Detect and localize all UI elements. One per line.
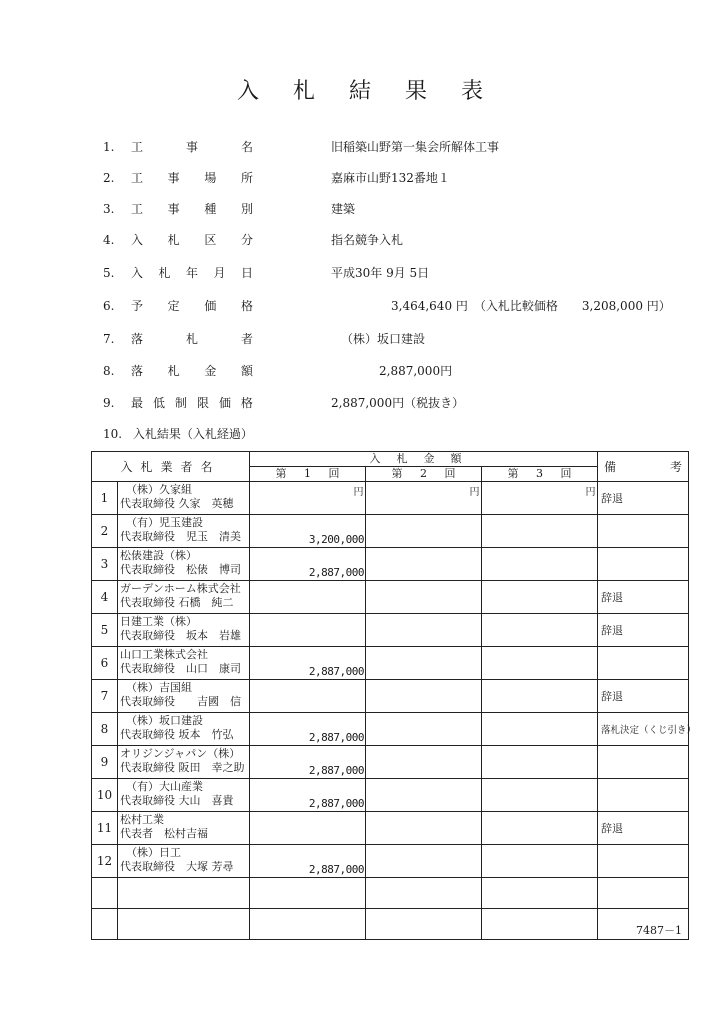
item-value: 旧稲築山野第一集会所解体工事	[331, 140, 500, 154]
representative-name: 代表取締役 吉國 信	[120, 695, 241, 708]
representative-name: 代表取締役 大塚 芳尋	[120, 860, 234, 873]
company-cell	[118, 713, 250, 746]
row-number: 4	[92, 581, 118, 614]
empty-table-row	[92, 909, 689, 940]
round-3-amount	[482, 614, 598, 647]
row-number: 12	[92, 845, 118, 878]
header-round-2: 第 2 回	[366, 467, 482, 482]
round-1-amount: 2,887,000	[250, 548, 366, 581]
representative-name: 代表者 松村吉福	[120, 827, 208, 840]
round-1-amount	[250, 680, 366, 713]
table-row	[92, 482, 689, 515]
company-name: （株）吉国組	[126, 681, 192, 694]
row-number: 1	[92, 482, 118, 515]
round-3-amount	[482, 845, 598, 878]
round-3-amount	[482, 482, 598, 515]
item-label: 入札結果（入札経過）	[132, 427, 253, 441]
remarks-cell	[598, 647, 689, 680]
table-row	[92, 614, 689, 647]
round-2-amount	[366, 713, 482, 746]
item-number: 3.	[103, 202, 115, 216]
page-title: 入札結果表	[236, 79, 517, 104]
company-cell	[118, 680, 250, 713]
item-number: 7.	[103, 332, 115, 346]
row-number: 5	[92, 614, 118, 647]
round-1-amount	[250, 581, 366, 614]
table-row	[92, 581, 689, 614]
bid-results-table	[91, 451, 697, 940]
round-1-amount: 2,887,000	[250, 845, 366, 878]
row-number: 8	[92, 713, 118, 746]
round-3-amount	[482, 515, 598, 548]
header-round-1: 第 1 回	[250, 467, 366, 482]
company-name: 日建工業（株）	[120, 615, 197, 628]
item-label: 予 定 価 格	[131, 299, 253, 313]
round-2-amount	[366, 746, 482, 779]
round-1-amount: 2,887,000	[250, 713, 366, 746]
item-number: 8.	[103, 364, 115, 378]
representative-name: 代表取締役 大山 喜貴	[120, 794, 234, 807]
item-label: 工 事 種 別	[131, 202, 253, 216]
representative-name: 代表取締役 児玉 清美	[120, 530, 241, 543]
remarks-cell	[598, 548, 689, 581]
round-3-amount	[482, 680, 598, 713]
round-2-amount	[366, 581, 482, 614]
header-bid-amount: 入札金額	[250, 452, 598, 467]
remarks-cell: 落札決定（くじ引き）	[598, 713, 689, 746]
yen-unit: 円	[585, 487, 596, 498]
row-number: 2	[92, 515, 118, 548]
item-label: 工 事 場 所	[131, 171, 253, 185]
round-1-amount: 2,887,000	[250, 647, 366, 680]
round-2-amount	[366, 680, 482, 713]
item-value: 3,464,640 円 （入札比較価格 3,208,000 円）	[331, 299, 671, 313]
round-2-amount	[366, 482, 482, 515]
item-label: 入 札 年 月 日	[131, 266, 253, 280]
row-number: 10	[92, 779, 118, 812]
table-row	[92, 845, 689, 878]
round-3-amount	[482, 548, 598, 581]
round-1-amount: 2,887,000	[250, 779, 366, 812]
row-number: 9	[92, 746, 118, 779]
header-remarks: 備 考	[598, 452, 689, 482]
remarks-cell: 辞退	[598, 581, 689, 614]
round-1-amount	[250, 482, 366, 515]
table-row	[92, 746, 689, 779]
company-cell	[118, 746, 250, 779]
representative-name: 代表取締役 坂本 岩雄	[120, 629, 241, 642]
row-number: 7	[92, 680, 118, 713]
item-number: 9.	[103, 396, 115, 410]
company-name: （有）児玉建設	[126, 516, 203, 529]
round-2-amount	[366, 515, 482, 548]
remarks-cell	[598, 779, 689, 812]
remarks-cell: 辞退	[598, 482, 689, 515]
row-number: 6	[92, 647, 118, 680]
item-value: 建築	[331, 202, 356, 216]
company-name: （株）久家組	[126, 483, 192, 496]
round-3-amount	[482, 713, 598, 746]
company-name: 松村工業	[120, 813, 164, 826]
item-number: 6.	[103, 299, 115, 313]
item-label: 落 札 金 額	[131, 364, 253, 378]
representative-name: 代表取締役 阪田 幸之助	[120, 761, 245, 774]
representative-name: 代表取締役 松俵 博司	[120, 563, 241, 576]
company-cell	[118, 779, 250, 812]
round-2-amount	[366, 845, 482, 878]
remarks-cell: 辞退	[598, 680, 689, 713]
company-name: 松俵建設（株）	[120, 549, 197, 562]
company-cell	[118, 614, 250, 647]
page-number: 7487－1	[636, 924, 682, 937]
representative-name: 代表取締役 坂本 竹弘	[120, 728, 234, 741]
company-name: ガーデンホーム株式会社	[120, 582, 241, 595]
table-row	[92, 515, 689, 548]
representative-name: 代表取締役 久家 英穂	[120, 497, 234, 510]
remarks-cell: 辞退	[598, 812, 689, 845]
row-number: 11	[92, 812, 118, 845]
company-cell	[118, 845, 250, 878]
company-cell	[118, 548, 250, 581]
company-name: （株）坂口建設	[126, 714, 203, 727]
item-label: 入 札 区 分	[131, 233, 253, 247]
company-cell	[118, 647, 250, 680]
representative-name: 代表取締役 石橋 純二	[120, 596, 234, 609]
item-label: 落 札 者	[131, 332, 253, 346]
item-value: 2,887,000円（税抜き）	[331, 396, 465, 410]
round-2-amount	[366, 779, 482, 812]
remarks-cell	[598, 515, 689, 548]
item-number: 2.	[103, 171, 115, 185]
item-number: 10.	[103, 427, 123, 441]
item-value: 指名競争入札	[331, 233, 404, 247]
remarks-cell: 辞退	[598, 614, 689, 647]
table-row	[92, 713, 689, 746]
table-row	[92, 680, 689, 713]
round-3-amount	[482, 779, 598, 812]
item-value: 平成30年 9月 5日	[331, 266, 430, 280]
round-1-amount: 3,200,000	[250, 515, 366, 548]
company-name: 山口工業株式会社	[120, 648, 208, 661]
round-3-amount	[482, 647, 598, 680]
round-3-amount	[482, 746, 598, 779]
empty-table-row	[92, 878, 689, 909]
company-name: （株）日工	[126, 846, 181, 859]
header-round-3: 第 3 回	[482, 467, 598, 482]
item-number: 1.	[103, 140, 115, 154]
round-3-amount	[482, 812, 598, 845]
row-number: 3	[92, 548, 118, 581]
header-company-name: 入札業者名	[92, 452, 250, 482]
item-value: 嘉麻市山野132番地１	[331, 171, 450, 185]
round-2-amount	[366, 614, 482, 647]
round-2-amount	[366, 812, 482, 845]
yen-unit: 円	[469, 487, 480, 498]
table-row	[92, 779, 689, 812]
company-cell	[118, 515, 250, 548]
representative-name: 代表取締役 山口 康司	[120, 662, 241, 675]
company-cell	[118, 482, 250, 515]
company-cell	[118, 581, 250, 614]
item-number: 5.	[103, 266, 115, 280]
remarks-cell	[598, 845, 689, 878]
item-label: 最 低 制 限 価 格	[131, 396, 253, 410]
table-row	[92, 812, 689, 845]
round-1-amount: 2,887,000	[250, 746, 366, 779]
company-name: オリジンジャパン（株）	[120, 747, 241, 760]
item-label: 工 事 名	[131, 140, 253, 154]
table-row	[92, 548, 689, 581]
round-1-amount	[250, 614, 366, 647]
round-3-amount	[482, 581, 598, 614]
item-value: 2,887,000円	[331, 364, 453, 378]
round-1-amount	[250, 812, 366, 845]
company-cell	[118, 812, 250, 845]
table-row	[92, 647, 689, 680]
company-name: （有）大山産業	[126, 780, 203, 793]
round-2-amount	[366, 647, 482, 680]
remarks-cell	[598, 746, 689, 779]
results-heading	[103, 425, 253, 442]
item-number: 4.	[103, 233, 115, 247]
item-value: （株）坂口建設	[341, 332, 426, 346]
yen-unit: 円	[353, 487, 364, 498]
round-2-amount	[366, 548, 482, 581]
